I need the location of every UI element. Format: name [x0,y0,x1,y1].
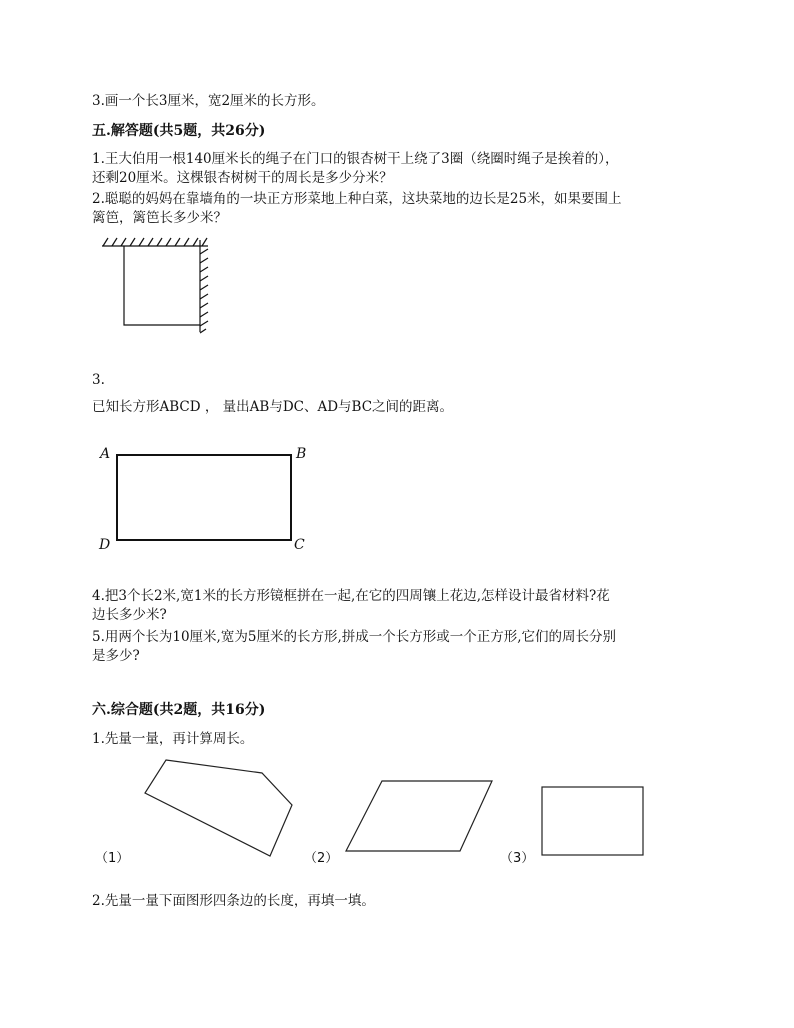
question-5-line-2: 是多少? [92,648,140,664]
figure-1-label: （1） [95,851,130,866]
prev-question-3: 3.画一个长3厘米，宽2厘米的长方形。 [92,93,325,109]
pentagon-shape [145,760,292,856]
question-4-line-1: 4.把3个长2米,宽1米的长方形镜框拼在一起,在它的四周镶上花边,怎样设计最省材料?花 [92,588,610,604]
question-3-number: 3. [92,372,105,388]
figure-3-label: （3） [500,851,535,866]
section-6-question-1: 1.先量一量，再计算周长。 [92,731,254,747]
vertex-c-label: C [294,537,305,553]
vertex-a-label: A [100,446,111,462]
section-6-question-2: 2.先量一量下面图形四条边的长度，再填一填。 [92,893,375,909]
question-1-line-2: 还剩20厘米。这棵银杏树树干的周长是多少分米？ [92,170,393,186]
section-6-heading: 六.综合题(共2题，共16分) [92,702,266,718]
question-2-line-1: 2.聪聪的妈妈在靠墙角的一块正方形菜地上种白菜，这块菜地的边长是25米，如果要围上 [92,191,622,207]
vertex-d-label: D [99,537,111,553]
parallelogram-shape [346,781,492,851]
rectangle-shape [542,787,643,855]
section-5-heading: 五.解答题(共5题，共26分) [92,123,266,139]
question-2-line-2: 篱笆，篱笆长多少米？ [92,210,227,226]
question-4-line-2: 边长多少米? [92,607,167,623]
question-3-text: 已知长方形ABCD ， 量出AB与DC、AD与BC之间的距离。 [92,399,454,415]
vertex-b-label: B [296,446,307,462]
question-1-line-1: 1.王大伯用一根140厘米长的绳子在门口的银杏树干上绕了3圈（绕圈时绳子是挨着的）， [92,151,619,167]
question-5-line-1: 5.用两个长为10厘米,宽为5厘米的长方形,拼成一个长方形或一个正方形,它们的周长分别 [92,629,617,645]
figure-2-label: （2） [304,851,339,866]
